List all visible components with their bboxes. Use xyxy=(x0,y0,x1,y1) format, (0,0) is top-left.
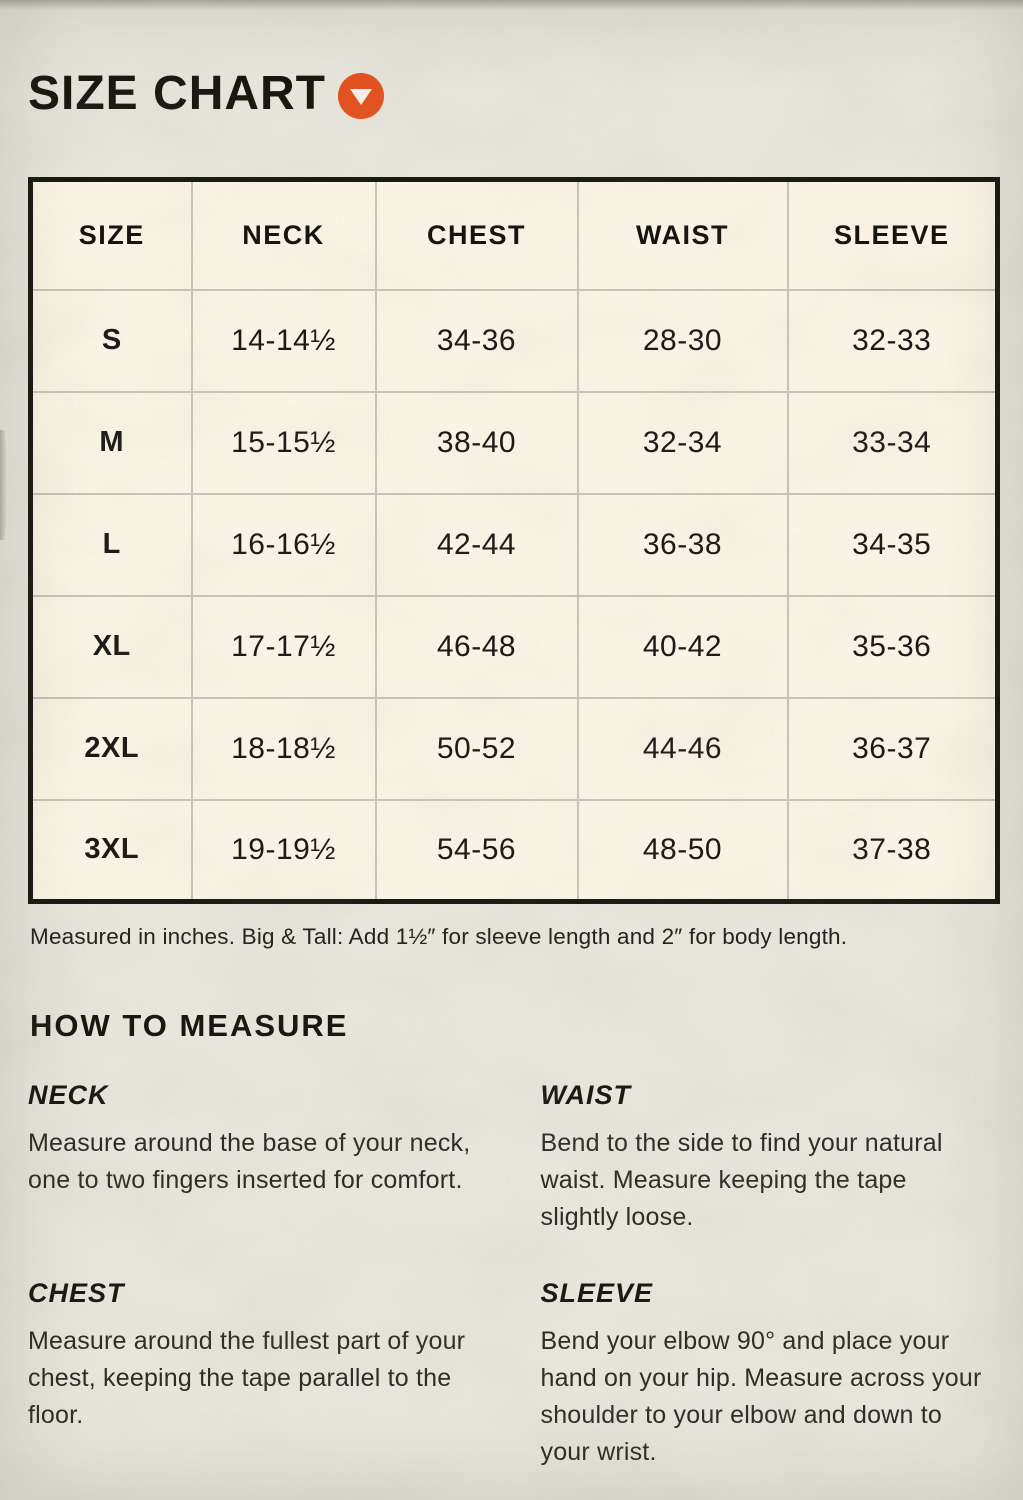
measure-section-title: CHEST xyxy=(28,1278,125,1308)
measure-section-neck xyxy=(28,1080,483,1236)
table-cell: 18-18½ xyxy=(192,698,376,800)
measure-section-title: WAIST xyxy=(540,1080,631,1110)
table-cell: S xyxy=(31,290,192,392)
measure-section-text: Bend your elbow 90° and place your hand on your hip. Measure across your shoulder to your elbow and down to your wrist. xyxy=(540,1327,982,1466)
table-cell: 34-36 xyxy=(376,290,578,392)
measure-section-text: Measure around the fullest part of your chest, keeping the tape parallel to the floor. xyxy=(28,1327,466,1429)
table-cell: 33-34 xyxy=(788,392,998,494)
table-row xyxy=(31,800,998,902)
table-cell: 38-40 xyxy=(376,392,578,494)
measure-section-title: NECK xyxy=(28,1080,109,1110)
table-row xyxy=(31,290,998,392)
table-cell: 19-19½ xyxy=(192,800,376,902)
size-table-header xyxy=(31,180,998,290)
table-row xyxy=(31,596,998,698)
table-cell: XL xyxy=(31,596,192,698)
table-cell: 42-44 xyxy=(376,494,578,596)
column-header-size: SIZE xyxy=(31,180,192,290)
table-cell: 50-52 xyxy=(376,698,578,800)
table-cell: 37-38 xyxy=(788,800,998,902)
measure-section-title: SLEEVE xyxy=(540,1278,654,1308)
column-header-waist: WAIST xyxy=(578,180,788,290)
measure-section-chest xyxy=(28,1278,483,1471)
table-cell: 34-35 xyxy=(788,494,998,596)
column-header-neck: NECK xyxy=(192,180,376,290)
measure-instructions xyxy=(28,1080,995,1471)
table-cell: 32-33 xyxy=(788,290,998,392)
table-cell: 32-34 xyxy=(578,392,788,494)
table-row xyxy=(31,698,998,800)
table-cell: 2XL xyxy=(31,698,192,800)
table-cell: M xyxy=(31,392,192,494)
column-header-chest: CHEST xyxy=(376,180,578,290)
table-cell: 46-48 xyxy=(376,596,578,698)
measure-section-text: Bend to the side to find your natural waist. Measure keeping the tape slightly loose. xyxy=(540,1129,943,1231)
table-cell: 48-50 xyxy=(578,800,788,902)
table-row xyxy=(31,392,998,494)
table-cell: 16-16½ xyxy=(192,494,376,596)
size-table-body xyxy=(31,290,998,902)
measure-section-waist xyxy=(541,1080,996,1236)
chevron-down-icon xyxy=(338,73,384,119)
triangle-down-glyph xyxy=(350,89,372,105)
size-table xyxy=(28,177,1000,904)
table-cell: 44-46 xyxy=(578,698,788,800)
table-cell: 17-17½ xyxy=(192,596,376,698)
page-header xyxy=(28,0,995,121)
how-to-measure-heading: HOW TO MEASURE xyxy=(30,1008,349,1043)
table-cell: 14-14½ xyxy=(192,290,376,392)
page-title: SIZE CHART xyxy=(28,67,326,120)
table-cell: 15-15½ xyxy=(192,392,376,494)
table-cell: 54-56 xyxy=(376,800,578,902)
table-cell: 36-37 xyxy=(788,698,998,800)
table-cell: 40-42 xyxy=(578,596,788,698)
table-header-row xyxy=(31,180,998,290)
measure-section-sleeve xyxy=(541,1278,996,1471)
table-cell: L xyxy=(31,494,192,596)
table-cell: 3XL xyxy=(31,800,192,902)
table-row xyxy=(31,494,998,596)
table-cell: 36-38 xyxy=(578,494,788,596)
measure-section-text: Measure around the base of your neck, one to two fingers inserted for comfort. xyxy=(28,1129,471,1194)
table-cell: 28-30 xyxy=(578,290,788,392)
column-header-sleeve: SLEEVE xyxy=(788,180,998,290)
measurement-note: Measured in inches. Big & Tall: Add 1½″ for sleeve length and 2″ for body length. xyxy=(30,924,848,949)
table-cell: 35-36 xyxy=(788,596,998,698)
